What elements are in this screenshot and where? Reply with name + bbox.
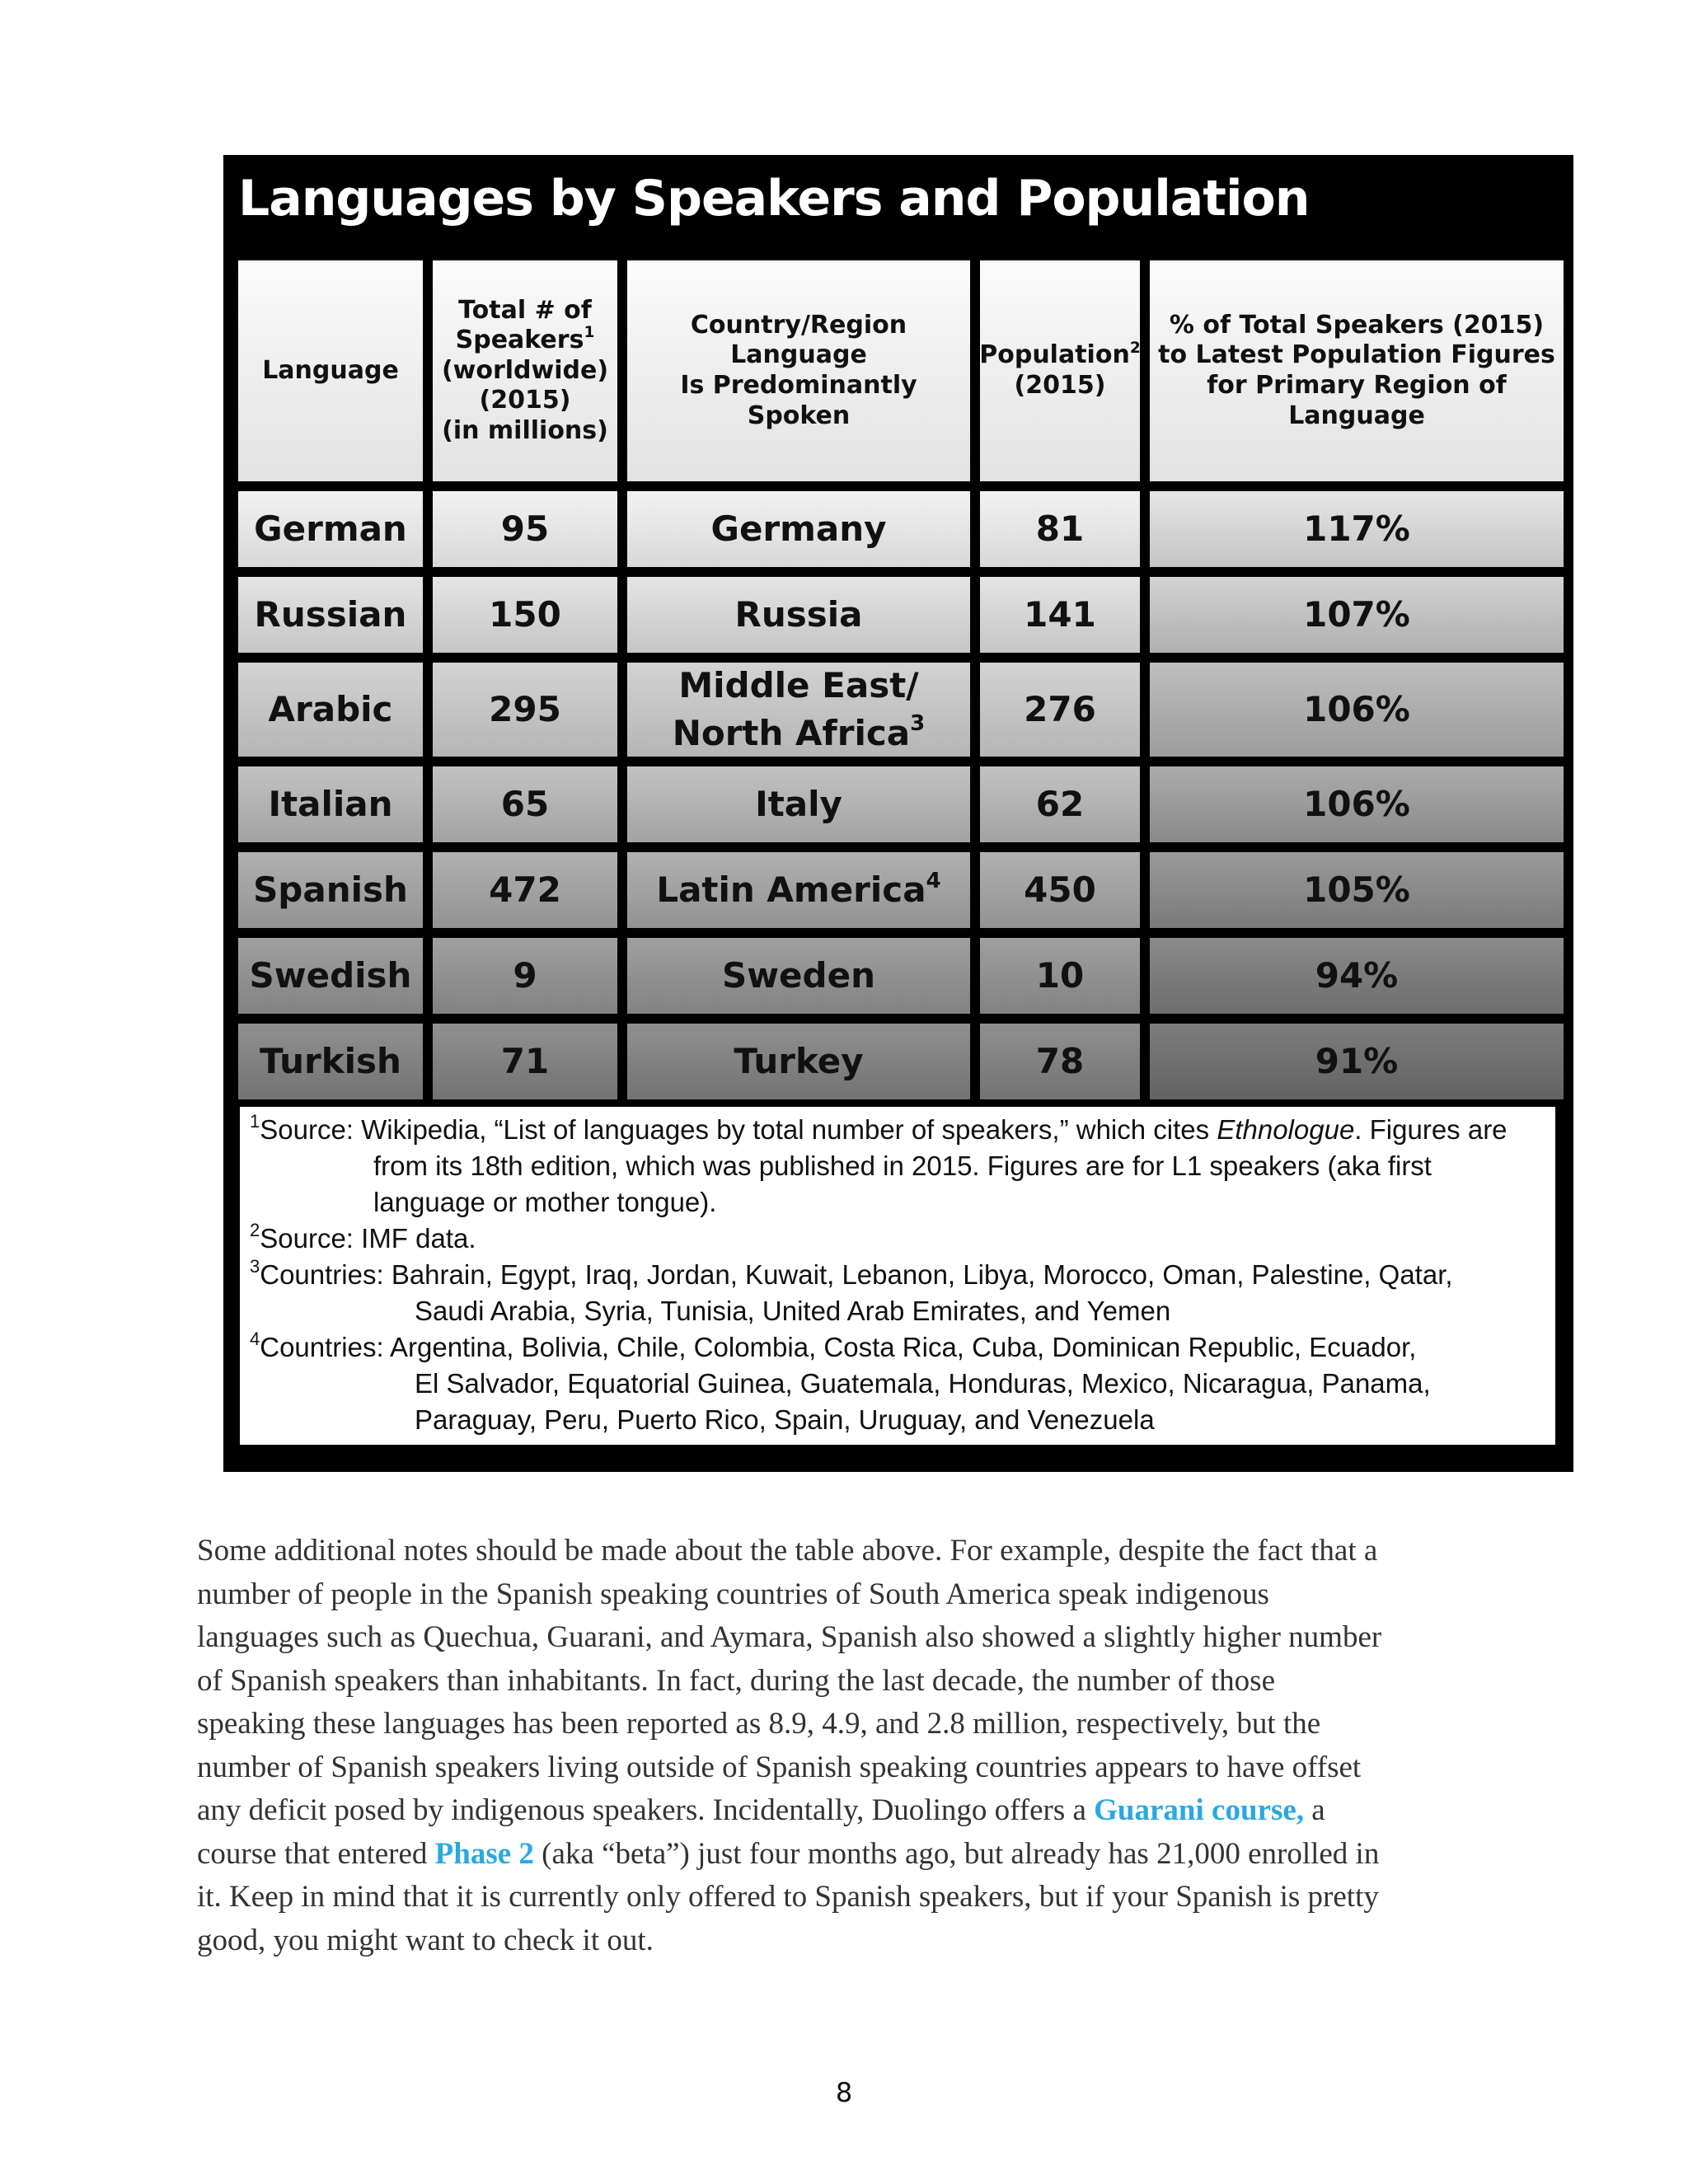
table-row-language: Russian — [238, 577, 423, 653]
table-row-region: Germany — [627, 491, 970, 567]
language-table-panel — [223, 155, 1573, 1472]
table-row-language: Italian — [238, 766, 423, 842]
footnotes-box: $^1$Source: Wikipedia, “List of languages by total number of speakers,” which cites Ethnologue. Figures are from its 18th edition, which was published in 2015. Figures are for L1 speakers (aka first language or mother tongue). $^2$Source: IMF data. $^3$Countries: Bahrain, Egypt, Iraq, Jordan, Kuwait, Lebanon, Libya, Morocco, Oman, Palestine, Qatar, Saudi Arabia, Syria, Tunisia, United Arab Emirates, and Yemen $^4$Countries: Argentina, Bolivia, Chile, Colombia, Costa Rica, Cuba, Dominican Republic, Ecuador, El Salvador, Equatorial Guinea, Guatemala, Honduras, Mexico, Nicaragua, Panama, Paraguay, Peru, Puerto Rico, Spain, Uruguay, and Venezuela — [240, 1107, 1555, 1445]
table-row-speakers: 472 — [433, 852, 617, 928]
table-title: Languages by Speakers and Population — [238, 170, 1310, 227]
footnote-1: $^1$Source: Wikipedia, “List of languages by total number of speakers,” which cites Ethnologue. Figures are — [250, 1110, 1507, 1145]
table-row-population: 62 — [980, 766, 1140, 842]
header-language: Language — [238, 260, 423, 481]
table-row-speakers: 71 — [433, 1024, 617, 1099]
table-row-region: Russia — [627, 577, 970, 653]
table-row-percent: 91% — [1150, 1024, 1564, 1099]
table-row-language: Spanish — [238, 852, 423, 928]
table-row-speakers: 150 — [433, 577, 617, 653]
guarani-course-link[interactable]: Guarani course, — [1094, 1793, 1305, 1827]
table-row-percent: 105% — [1150, 852, 1564, 928]
phase-2-link[interactable]: Phase 2 — [434, 1836, 534, 1871]
table-row-population: 78 — [980, 1024, 1140, 1099]
table-row-speakers: 65 — [433, 766, 617, 842]
table-row-speakers: 95 — [433, 491, 617, 567]
table-row-percent: 94% — [1150, 938, 1564, 1014]
table-row-percent: 117% — [1150, 491, 1564, 567]
table-row-population: 81 — [980, 491, 1140, 567]
table-row-language: Arabic — [238, 663, 423, 757]
table-row-percent: 107% — [1150, 577, 1564, 653]
footnote-2: $^2$Source: IMF data. — [250, 1219, 476, 1254]
footnote-4: $^4$Countries: Argentina, Bolivia, Chile, Colombia, Costa Rica, Cuba, Dominican Republic, Ecuador, — [250, 1328, 1417, 1362]
table-row-region: Sweden — [627, 938, 970, 1014]
table-row-population: 276 — [980, 663, 1140, 757]
table-row-region: Middle East/ North Africa$^3$ — [627, 663, 970, 757]
table-row-region: Italy — [627, 766, 970, 842]
body-paragraph: Some additional notes should be made about the table above. For example, despite the fact that a number of people in the Spanish speaking countries of South America speak indigenous languages such as Quechua, Guarani, and Aymara, Spanish also showed a slightly higher number of Spanish speakers than inhabitants. In fact, during the last decade, the number of those speaking these languages has been reported as 8.9, 4.9, and 2.8 million, respectively, but the number of Spanish speakers living outside of Spanish speaking countries appears to have offset any deficit posed by indigenous speakers. Incidentally, Duolingo offers a Guarani course, a course that entered Phase 2 (aka “beta”) just four months ago, but already has 21,000 enrolled in it. Keep in mind that it is currently only offered to Spanish speakers, but if your Spanish is pretty good, you might want to check it out. — [197, 1534, 1382, 1957]
table-row-population: 10 — [980, 938, 1140, 1014]
table-row-region: Turkey — [627, 1024, 970, 1099]
table-row-percent: 106% — [1150, 766, 1564, 842]
page-number: 8 — [835, 2077, 853, 2108]
table-row-population: 450 — [980, 852, 1140, 928]
footnote-3: $^3$Countries: Bahrain, Egypt, Iraq, Jordan, Kuwait, Lebanon, Libya, Morocco, Oman, Palestine, Qatar, — [250, 1255, 1453, 1290]
table-row-speakers: 295 — [433, 663, 617, 757]
header-population: Population$^2$ (2015) — [980, 260, 1140, 481]
table-row-population: 141 — [980, 577, 1140, 653]
table-row-language: German — [238, 491, 423, 567]
table-row-language: Swedish — [238, 938, 423, 1014]
header-speakers: Total # of Speakers$^1$ (worldwide) (2015) (in millions) — [433, 260, 617, 481]
header-region: Country/Region Language Is Predominantly Spoken — [627, 260, 970, 481]
table-row-speakers: 9 — [433, 938, 617, 1014]
header-percent: % of Total Speakers (2015) to Latest Population Figures for Primary Region of Language — [1150, 260, 1564, 481]
table-row-language: Turkish — [238, 1024, 423, 1099]
table-row-percent: 106% — [1150, 663, 1564, 757]
table-row-region: Latin America$^4$ — [627, 852, 970, 928]
